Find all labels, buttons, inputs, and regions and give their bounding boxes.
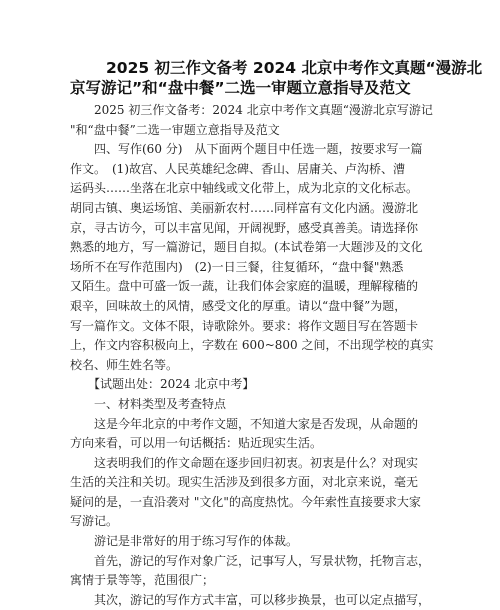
body-line: 方向来看，可以用一句话概括：贴近现实生活。	[70, 436, 323, 451]
body-line: 上，作文内容积极向上，字数在 600~800 之间，不出现学校的真实	[70, 338, 434, 353]
body-line: 寓情于景等等，范围很广；	[70, 573, 215, 588]
body-line: 作文。 (1)故宫、人民英雄纪念碑、香山、居庸关、卢沟桥、漕	[70, 161, 406, 176]
body-line: 校名、师生姓名等。	[70, 357, 179, 372]
title-line: 京写游记”和“盘中餐”二选一审题立意指导及范文	[70, 79, 411, 97]
body-line: 【试题出处：2024 北京中考】	[70, 377, 255, 392]
body-line: 游记是非常好的用于练习写作的体裁。	[70, 534, 299, 549]
body-line: 一、材料类型及考查特点	[70, 396, 227, 411]
body-line: 疑问的是，一直沿袭对 "文化"的高度热忱。今年索性直接要求大家	[70, 494, 421, 509]
body-line: 这是今年北京的中考作文题，不知道大家是否发现，从命题的	[70, 416, 419, 431]
body-line: 又陌生。盘中可盛一饭一蔬，让我们体会家庭的温暖，理解稼穑的	[70, 279, 419, 294]
document-title	[70, 58, 483, 98]
document-body	[70, 101, 434, 610]
body-line: 生活的关注和关切。现实生活涉及到很多方面，对北京来说，毫无	[70, 475, 419, 490]
body-line: 写一篇作文。文体不限，诗歌除外。要求：将作文题目写在答题卡	[70, 318, 419, 333]
body-line: 熟悉的地方，写一篇游记，题目自拟。(本试卷第一大题涉及的文化	[70, 240, 423, 255]
title-line: 2025 初三作文备考 2024 北京中考作文真题“漫游北	[106, 59, 483, 77]
body-line: 其次，游记的写作方式丰富，可以移步换景，也可以定点描写，	[70, 592, 431, 607]
body-line: 2025 初三作文备考：2024 北京中考作文真题“漫游北京写游记	[70, 103, 433, 117]
body-line: 场所不在写作范围内) (2)一日三餐，往复循环，“盘中餐"熟悉	[70, 259, 404, 274]
body-line: 运码头……坐落在北京中轴线或文化带上，成为北京的文化标志。	[70, 181, 419, 196]
body-line: 艰辛，回味故土的风情，感受文化的厚重。请以“盘中餐”为题，	[70, 298, 407, 313]
body-line: 四、写作(60 分) 从下面两个题目中任选一题，按要求写一篇	[70, 142, 423, 157]
body-line: "和“盘中餐”二选一审题立意指导及范文	[70, 122, 280, 137]
body-line: 京，寻古访今，可以丰富见闻，开阔视野，感受真善美。请选择你	[70, 220, 419, 235]
body-line: 胡同古镇、奥运场馆、美丽新农村……同样富有文化内涵。漫游北	[70, 200, 419, 215]
body-line: 这表明我们的作文命题在逐步回归初衷。初衷是什么？对现实	[70, 455, 419, 470]
body-line: 首先，游记的写作对象广泛，记事写人，写景状物，托物言志，	[70, 553, 431, 568]
body-line: 写游记。	[70, 514, 119, 529]
